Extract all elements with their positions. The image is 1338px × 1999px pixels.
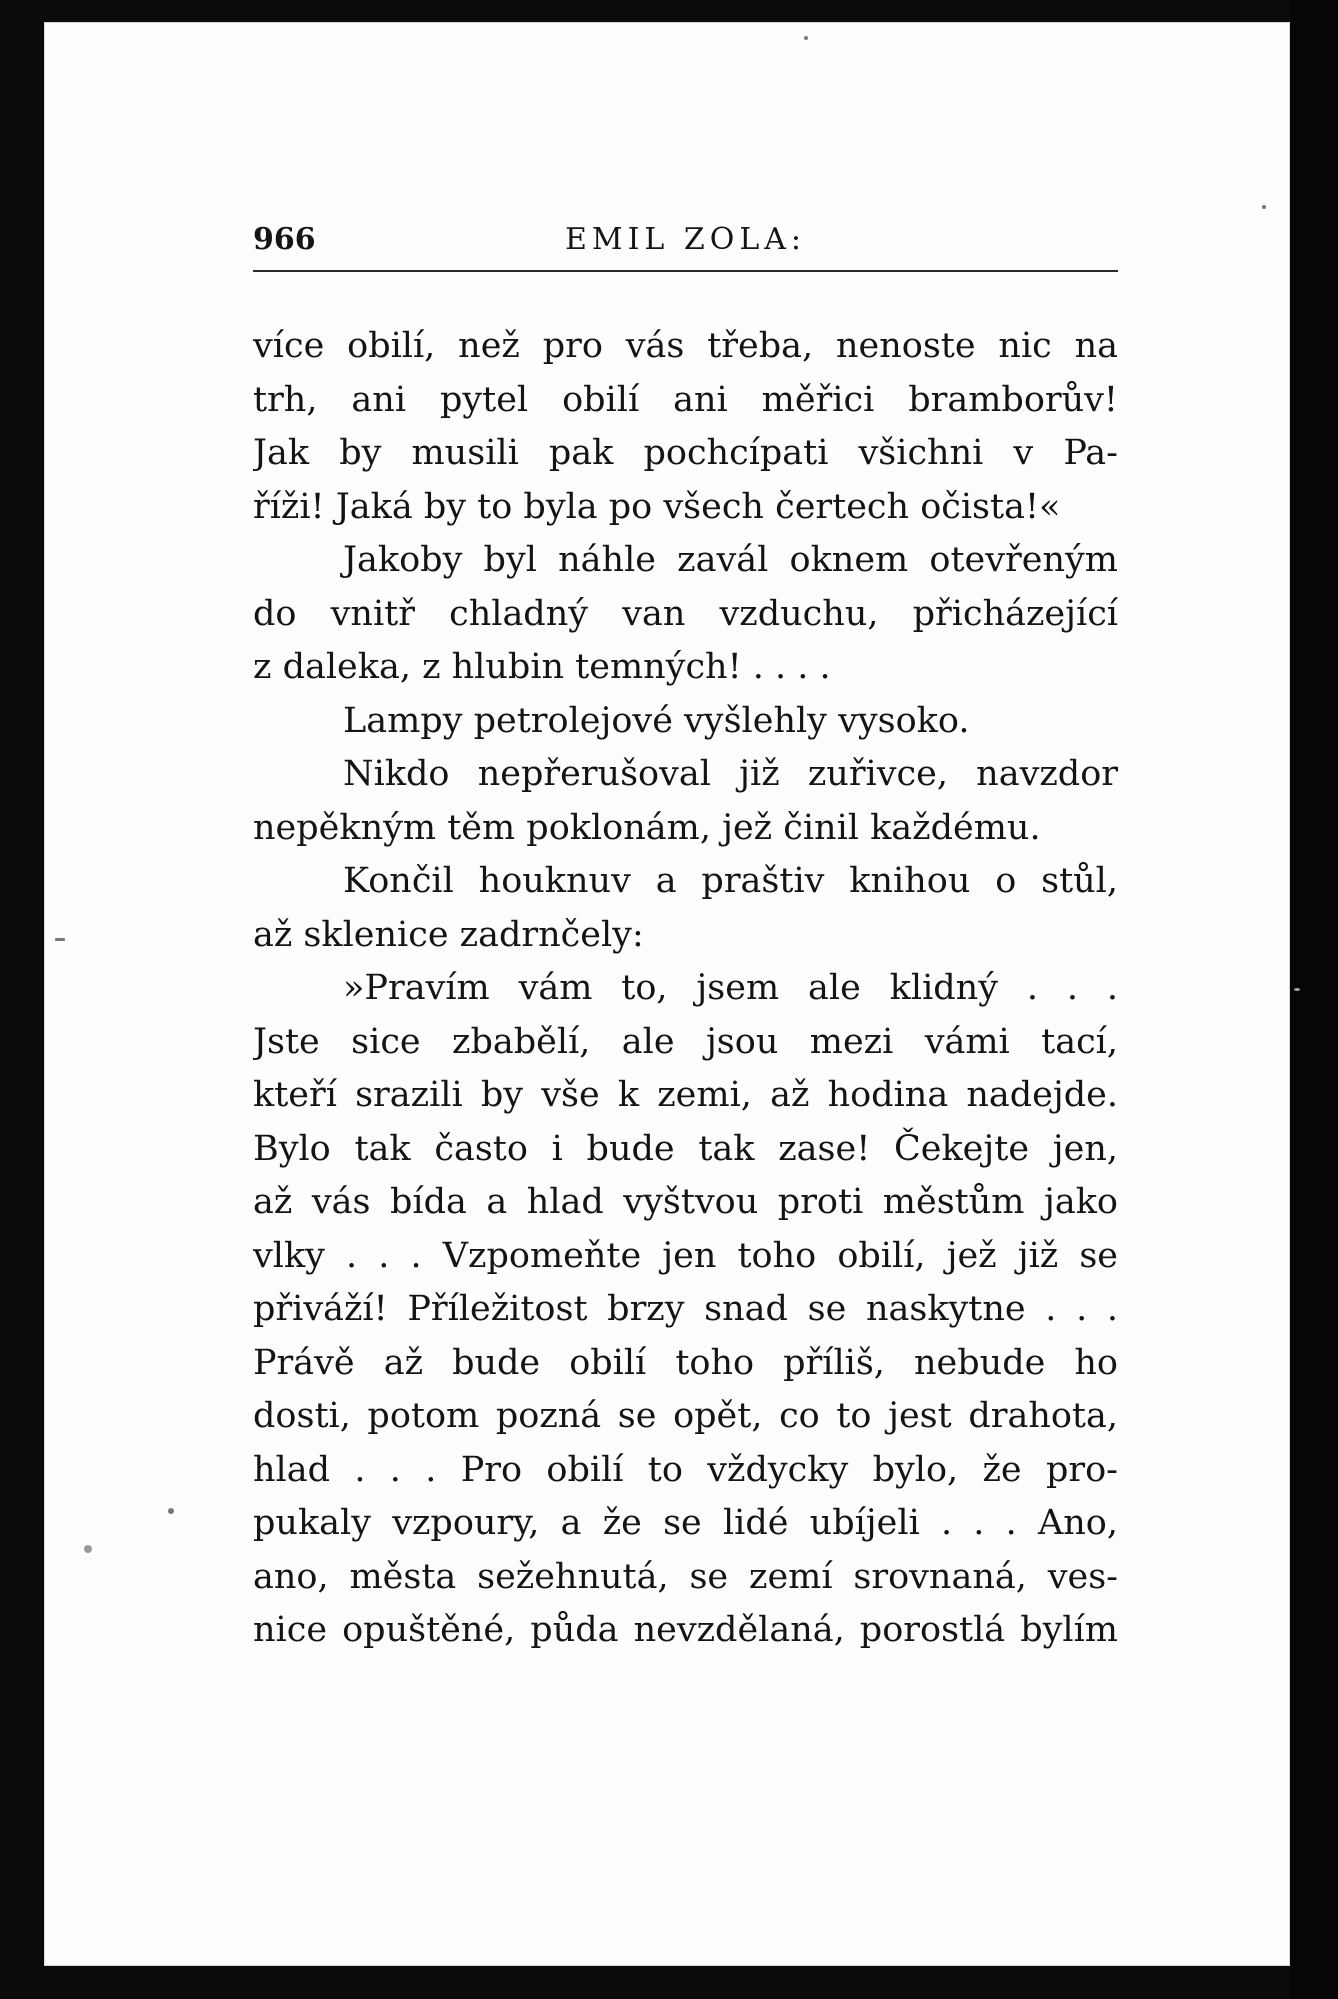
text-line: do vnitř chladný van vzduchu, přicházející: [253, 593, 1118, 634]
text-line: Jak by musili pak pochcípati všichni v Pa-: [253, 433, 1118, 473]
text-line: říži! Jaká by to byla po všech čertech očista!«: [253, 486, 1061, 527]
text-line: Končil houknuv a praštiv knihou o stůl,: [343, 861, 1118, 901]
body-text: [253, 320, 1118, 1658]
text-line: Právě až bude obilí toho příliš, nebude ho: [253, 1342, 1118, 1383]
text-line: kteří srazili by vše k zemi, až hodina nadejde.: [253, 1075, 1118, 1115]
text-line: Jakoby byl náhle zavál oknem otevřeným: [343, 540, 1118, 580]
text-line: přiváží! Příležitost brzy snad se naskytne . . .: [253, 1289, 1118, 1329]
text-line: až sklenice zadrnčely:: [253, 914, 644, 955]
running-head: [253, 222, 1118, 272]
scan-edge: [1290, 0, 1338, 1999]
text-line: pukaly vzpoury, a že se lidé ubíjeli . . . Ano,: [253, 1503, 1118, 1543]
text-line: trh, ani pytel obilí ani měřici bramborův!: [253, 379, 1118, 420]
text-line: Bylo tak často i bude tak zase! Čekejte jen,: [253, 1128, 1118, 1169]
text-line: více obilí, než pro vás třeba, nenoste nic na: [253, 326, 1118, 366]
text-line: nepěkným těm poklonám, jež činil každému.: [253, 807, 1041, 848]
text-line: ano, města sežehnutá, se zemí srovnaná, ves-: [253, 1556, 1118, 1597]
running-head-title: EMIL ZOLA:: [564, 222, 807, 257]
page-number: 966: [253, 222, 316, 257]
text-line: hlad . . . Pro obilí to vždycky bylo, že pro-: [253, 1449, 1118, 1490]
text-line: dosti, potom pozná se opět, co to jest drahota,: [253, 1396, 1118, 1436]
text-line: až vás bída a hlad vyštvou proti městům jako: [253, 1182, 1118, 1222]
text-line: Lampy petrolejové vyšlehly vysoko.: [343, 700, 970, 741]
text-line: »Pravím vám to, jsem ale klidný . . .: [343, 968, 1118, 1008]
text-line: nice opuštěné, půda nevzdělaná, porostlá bylím: [253, 1610, 1118, 1650]
text-line: Jste sice zbabělí, ale jsou mezi vámi tací,: [253, 1021, 1118, 1062]
text-line: z daleka, z hlubin temných! . . . .: [253, 647, 831, 687]
text-line: Nikdo nepřerušoval již zuřivce, navzdor: [343, 754, 1118, 794]
text-line: vlky . . . Vzpomeňte jen toho obilí, jež již se: [253, 1235, 1118, 1276]
